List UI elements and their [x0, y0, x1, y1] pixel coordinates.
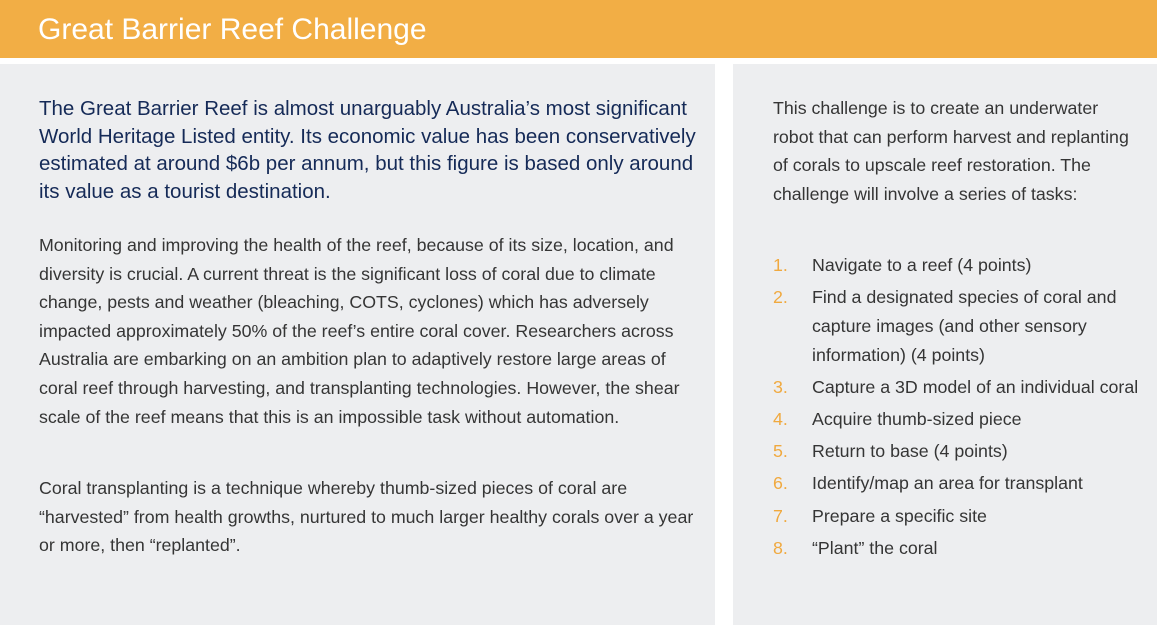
task-item-7 [773, 502, 1153, 531]
task-item-2 [773, 283, 1153, 369]
task-text: Return to base (4 points) [812, 441, 1008, 462]
task-text: Navigate to a reef (4 points) [812, 255, 1032, 275]
task-number: 2. [773, 287, 788, 308]
task-item-1 [773, 251, 1153, 280]
header-bar [0, 0, 1157, 58]
task-number: 1. [773, 255, 788, 275]
task-number: 8. [773, 537, 788, 558]
transplanting-paragraph: Coral transplanting is a technique whereby thumb-sized pieces of coral are “harvested” from health growths, nurtured to much larger healthy corals over a year or more, then “replanted”. [39, 478, 694, 556]
task-text: Find a designated species of coral and capture images (and other sensory information) (4 points) [812, 287, 1117, 365]
intro-paragraph: The Great Barrier Reef is almost unarguably Australia’s most significant World Heritage Listed entity. Its economic value has been conservatively estimated at around $6b per annum, but this figure is based only around its value as a tourist destination. [39, 97, 696, 203]
task-item-8 [773, 534, 1153, 563]
task-text: “Plant” the coral [812, 537, 938, 558]
task-item-3 [773, 373, 1153, 402]
task-number: 6. [773, 473, 788, 494]
task-item-5 [773, 437, 1153, 466]
task-item-4 [773, 405, 1153, 434]
page-title: Great Barrier Reef Challenge [38, 13, 427, 46]
task-text: Acquire thumb-sized piece [812, 409, 1022, 430]
task-list [773, 251, 1153, 566]
monitoring-paragraph: Monitoring and improving the health of the reef, because of its size, location, and diversity is crucial. A current threat is the significant loss of coral due to climate change, pests and weather (bleaching, COTS, cyclones) which has adversely impacted approximately 50% of the reef’s entire coral cover. Researchers across Australia are embarking on an ambition plan to adaptively restore large areas of coral reef through harvesting, and transplanting technologies. However, the shear scale of the reef means that this is an impossible task without automation. [39, 235, 680, 427]
task-number: 7. [773, 505, 788, 526]
task-number: 5. [773, 441, 788, 462]
task-text: Capture a 3D model of an individual coral [812, 376, 1139, 397]
challenge-intro: This challenge is to create an underwater robot that can perform harvest and replanting of corals to upscale reef restoration. The challenge will involve a series of tasks: [773, 98, 1129, 205]
task-text: Prepare a specific site [812, 505, 987, 526]
task-number: 4. [773, 409, 788, 430]
task-number: 3. [773, 376, 788, 397]
task-item-6 [773, 469, 1153, 498]
task-text: Identify/map an area for transplant [812, 473, 1083, 494]
